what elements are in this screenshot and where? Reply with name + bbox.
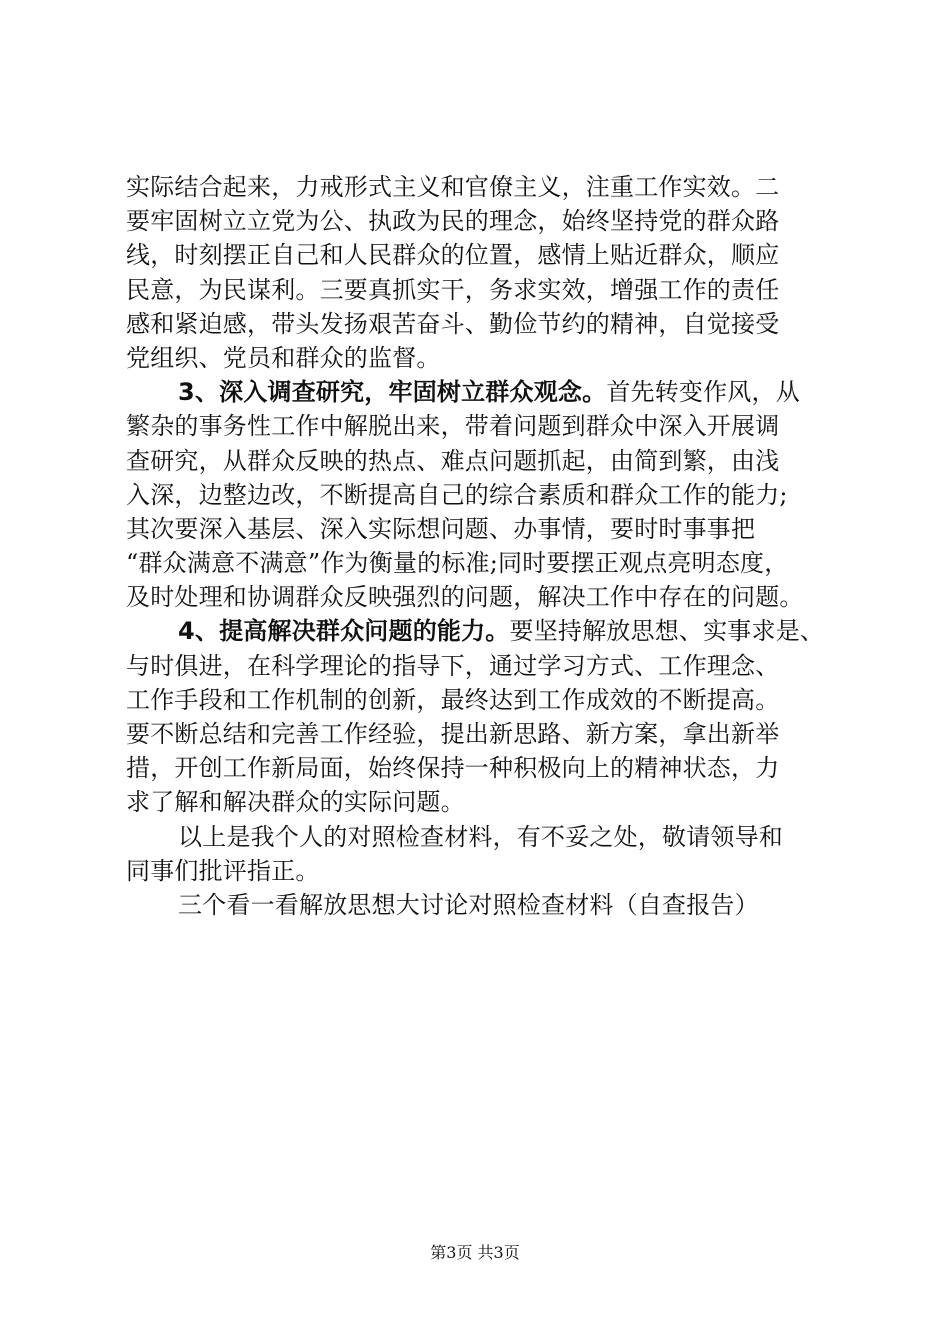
text-line: 求了解和解决群众的实际问题。 <box>126 788 465 817</box>
text-line: “群众满意不满意”作为衡量的标准;同时要摆正观点亮明态度， <box>126 549 789 578</box>
text-line: 繁杂的事务性工作中解脱出来，带着问题到群众中深入开展调 <box>126 412 780 441</box>
text-line: 党组织、党员和群众的监督。 <box>126 343 441 372</box>
text-line: 要不断总结和完善工作经验，提出新思路、新方案，拿出新举 <box>126 720 780 748</box>
paragraph-item-3 <box>126 375 856 614</box>
paragraph-title-note <box>126 888 856 922</box>
text-line: 民意，为民谋利。三要真抓实干，务求实效，增强工作的责任 <box>126 275 780 304</box>
text-line: 同事们批评指正。 <box>126 856 320 885</box>
text-line: 及时处理和协调群众反映强烈的问题，解决工作中存在的问题。 <box>126 583 804 612</box>
text-line: 查研究，从群众反映的热点、难点问题抓起，由简到繁，由浅 <box>126 446 780 475</box>
item-heading: 3、深入调查研究，牢固树立群众观念。 <box>178 378 607 407</box>
item-heading: 4、提高解决群众问题的能力。 <box>178 617 510 646</box>
document-body <box>126 170 856 922</box>
text-line: 要牢固树立立党为公、执政为民的理念，始终坚持党的群众路 <box>126 207 780 236</box>
text-line: 实际结合起来，力戒形式主义和官僚主义，注重工作实效。二 <box>126 173 780 201</box>
text-line: 其次要深入基层、深入实际想问题、办事情，要时时事事把 <box>126 514 756 543</box>
text-line: 与时俱进，在科学理论的指导下，通过学习方式、工作理念、 <box>126 651 780 680</box>
item-text: 要坚持解放思想、实事求是、 <box>509 617 825 646</box>
text-line: 以上是我个人的对照检查材料，有不妥之处，敬请领导和 <box>178 822 783 851</box>
paragraph-continuation <box>126 170 856 375</box>
text-line: 三个看一看解放思想大讨论对照检查材料（自查报告） <box>178 890 759 919</box>
item-text: 首先转变作风，从 <box>606 378 800 407</box>
text-line: 工作手段和工作机制的创新，最终达到工作成效的不断提高。 <box>126 685 780 714</box>
paragraph-item-4 <box>126 614 856 819</box>
text-line <box>126 375 856 409</box>
text-line: 入深，边整边改，不断提高自己的综合素质和群众工作的能力; <box>126 480 788 509</box>
page-footer: 第3页 共3页 <box>430 1243 520 1262</box>
paragraph-closing <box>126 820 856 888</box>
text-line: 感和紧迫感，带头发扬艰苦奋斗、勤俭节约的精神，自觉接受 <box>126 309 780 338</box>
text-line <box>126 614 856 648</box>
text-line: 措，开创工作新局面，始终保持一种积极向上的精神状态，力 <box>126 754 780 783</box>
text-line: 线，时刻摆正自己和人民群众的位置，感情上贴近群众，顺应 <box>126 241 780 270</box>
